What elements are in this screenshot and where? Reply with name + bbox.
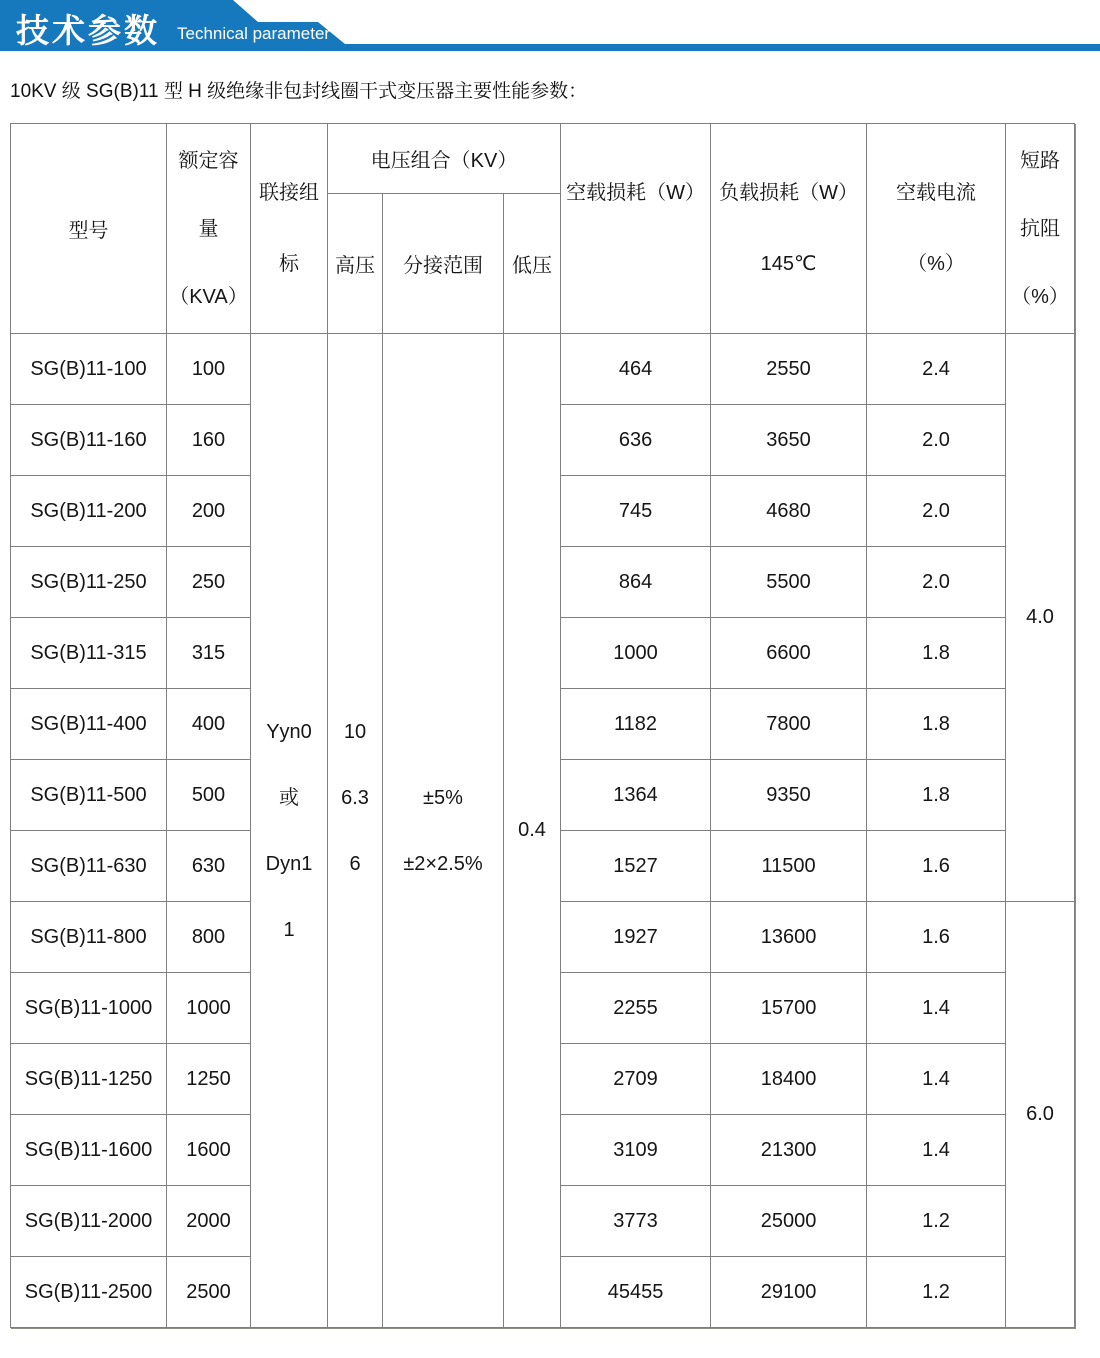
noload-current-cell: 2.0 [867, 476, 1006, 547]
load-loss-cell: 6600 [711, 618, 867, 689]
spec-table [10, 123, 1075, 1328]
noload-current-cell: 1.2 [867, 1257, 1006, 1328]
kva-cell: 2500 [167, 1257, 251, 1328]
noload-loss-cell: 3773 [561, 1186, 711, 1257]
header-noload-current-line1: 空载电流 [896, 181, 977, 204]
header-impedance-line1: 短路 [1020, 149, 1061, 172]
noload-current-cell: 1.6 [867, 831, 1006, 902]
lv-merged-cell: 0.4 [504, 334, 561, 1328]
load-loss-cell: 4680 [711, 476, 867, 547]
header-row-1 [11, 124, 1075, 194]
model-cell: SG(B)11-160 [11, 405, 167, 476]
load-loss-cell: 9350 [711, 760, 867, 831]
noload-loss-cell: 1927 [561, 902, 711, 973]
load-loss-cell: 25000 [711, 1186, 867, 1257]
banner-title-zh: 技术参数 [16, 12, 160, 49]
load-loss-cell: 7800 [711, 689, 867, 760]
model-cell: SG(B)11-800 [11, 902, 167, 973]
noload-loss-cell: 3109 [561, 1115, 711, 1186]
model-cell: SG(B)11-2000 [11, 1186, 167, 1257]
header-hv: 高压 [328, 194, 383, 334]
banner-title-en: Technical parameter [177, 24, 331, 43]
connection-line1: Yyn0 [266, 720, 312, 743]
kva-cell: 1250 [167, 1044, 251, 1115]
header-connection-line2: 标 [279, 252, 299, 275]
header-noload-loss-text: 空载损耗（W） [566, 181, 705, 204]
load-loss-cell: 11500 [711, 831, 867, 902]
connection-line4: 1 [283, 918, 295, 941]
header-impedance [1006, 124, 1075, 334]
load-loss-cell: 15700 [711, 973, 867, 1044]
header-noload-loss [561, 124, 711, 334]
header-capacity-line1: 额定容 [178, 149, 239, 172]
noload-loss-cell: 745 [561, 476, 711, 547]
impedance-merged-cell-1: 4.0 [1006, 334, 1075, 902]
noload-loss-cell: 2709 [561, 1044, 711, 1115]
model-cell: SG(B)11-1000 [11, 973, 167, 1044]
header-impedance-line3: （%） [1011, 285, 1069, 308]
tap-line1: ±5% [423, 786, 463, 809]
header-capacity [167, 124, 251, 334]
model-cell: SG(B)11-315 [11, 618, 167, 689]
model-cell: SG(B)11-200 [11, 476, 167, 547]
impedance-merged-cell-2: 6.0 [1006, 902, 1075, 1328]
header-noload-current-line2: （%） [907, 252, 965, 275]
kva-cell: 1000 [167, 973, 251, 1044]
noload-current-cell: 2.4 [867, 334, 1006, 405]
header-model: 型号 [11, 124, 167, 334]
hv-line1: 10 [343, 720, 367, 743]
noload-current-cell: 1.4 [867, 1044, 1006, 1115]
load-loss-cell: 18400 [711, 1044, 867, 1115]
model-cell: SG(B)11-100 [11, 334, 167, 405]
hv-merged-cell [328, 334, 383, 1328]
model-cell: SG(B)11-1250 [11, 1044, 167, 1115]
kva-cell: 400 [167, 689, 251, 760]
kva-cell: 100 [167, 334, 251, 405]
kva-cell: 250 [167, 547, 251, 618]
load-loss-cell: 5500 [711, 547, 867, 618]
kva-cell: 500 [167, 760, 251, 831]
header-load-loss-line2: 145℃ [760, 252, 817, 275]
noload-loss-cell: 464 [561, 334, 711, 405]
tap-merged-cell [383, 334, 504, 1328]
noload-current-cell: 2.0 [867, 405, 1006, 476]
connection-line2: 或 [279, 786, 299, 809]
noload-current-cell: 2.0 [867, 547, 1006, 618]
model-cell: SG(B)11-500 [11, 760, 167, 831]
noload-current-cell: 1.8 [867, 618, 1006, 689]
noload-current-cell: 1.8 [867, 760, 1006, 831]
load-loss-cell: 13600 [711, 902, 867, 973]
tap-line2: ±2×2.5% [403, 852, 483, 875]
kva-cell: 800 [167, 902, 251, 973]
model-cell: SG(B)11-400 [11, 689, 167, 760]
header-capacity-line2: 量 [198, 217, 219, 240]
kva-cell: 160 [167, 405, 251, 476]
header-connection-line1: 联接组 [259, 181, 319, 204]
header-noload-loss-spacer [561, 229, 710, 300]
hv-line3: 6 [349, 852, 361, 875]
header-impedance-line2: 抗阻 [1020, 217, 1061, 240]
noload-loss-cell: 636 [561, 405, 711, 476]
noload-loss-cell: 2255 [561, 973, 711, 1044]
noload-loss-cell: 1527 [561, 831, 711, 902]
banner-shape [0, 0, 1100, 52]
header-load-loss-line1: 负载损耗（W） [719, 181, 858, 204]
noload-loss-cell: 45455 [561, 1257, 711, 1328]
header-tap: 分接范围 [383, 194, 504, 334]
header-noload-current [867, 124, 1006, 334]
noload-current-cell: 1.8 [867, 689, 1006, 760]
header-capacity-line3: （KVA） [169, 285, 248, 308]
header-load-loss [711, 124, 867, 334]
model-cell: SG(B)11-250 [11, 547, 167, 618]
model-cell: SG(B)11-630 [11, 831, 167, 902]
model-cell: SG(B)11-2500 [11, 1257, 167, 1328]
load-loss-cell: 21300 [711, 1115, 867, 1186]
noload-current-cell: 1.2 [867, 1186, 1006, 1257]
page-subtitle: 10KV 级 SG(B)11 型 H 级绝缘非包封线圈干式变压器主要性能参数： [10, 81, 588, 102]
connection-merged-cell [251, 334, 328, 1328]
header-voltage-group: 电压组合（KV） [328, 124, 561, 194]
kva-cell: 2000 [167, 1186, 251, 1257]
banner [0, 0, 1100, 52]
header-lv: 低压 [504, 194, 561, 334]
load-loss-cell: 3650 [711, 405, 867, 476]
noload-loss-cell: 1000 [561, 618, 711, 689]
kva-cell: 630 [167, 831, 251, 902]
load-loss-cell: 29100 [711, 1257, 867, 1328]
noload-current-cell: 1.6 [867, 902, 1006, 973]
kva-cell: 1600 [167, 1115, 251, 1186]
noload-loss-cell: 864 [561, 547, 711, 618]
model-cell: SG(B)11-1600 [11, 1115, 167, 1186]
hv-line2: 6.3 [341, 786, 369, 809]
noload-loss-cell: 1364 [561, 760, 711, 831]
noload-current-cell: 1.4 [867, 1115, 1006, 1186]
connection-line3: Dyn1 [265, 852, 313, 875]
header-connection [251, 124, 328, 334]
noload-current-cell: 1.4 [867, 973, 1006, 1044]
load-loss-cell: 2550 [711, 334, 867, 405]
kva-cell: 200 [167, 476, 251, 547]
kva-cell: 315 [167, 618, 251, 689]
hv-spacer [328, 897, 382, 963]
noload-loss-cell: 1182 [561, 689, 711, 760]
table-row [11, 334, 1075, 405]
